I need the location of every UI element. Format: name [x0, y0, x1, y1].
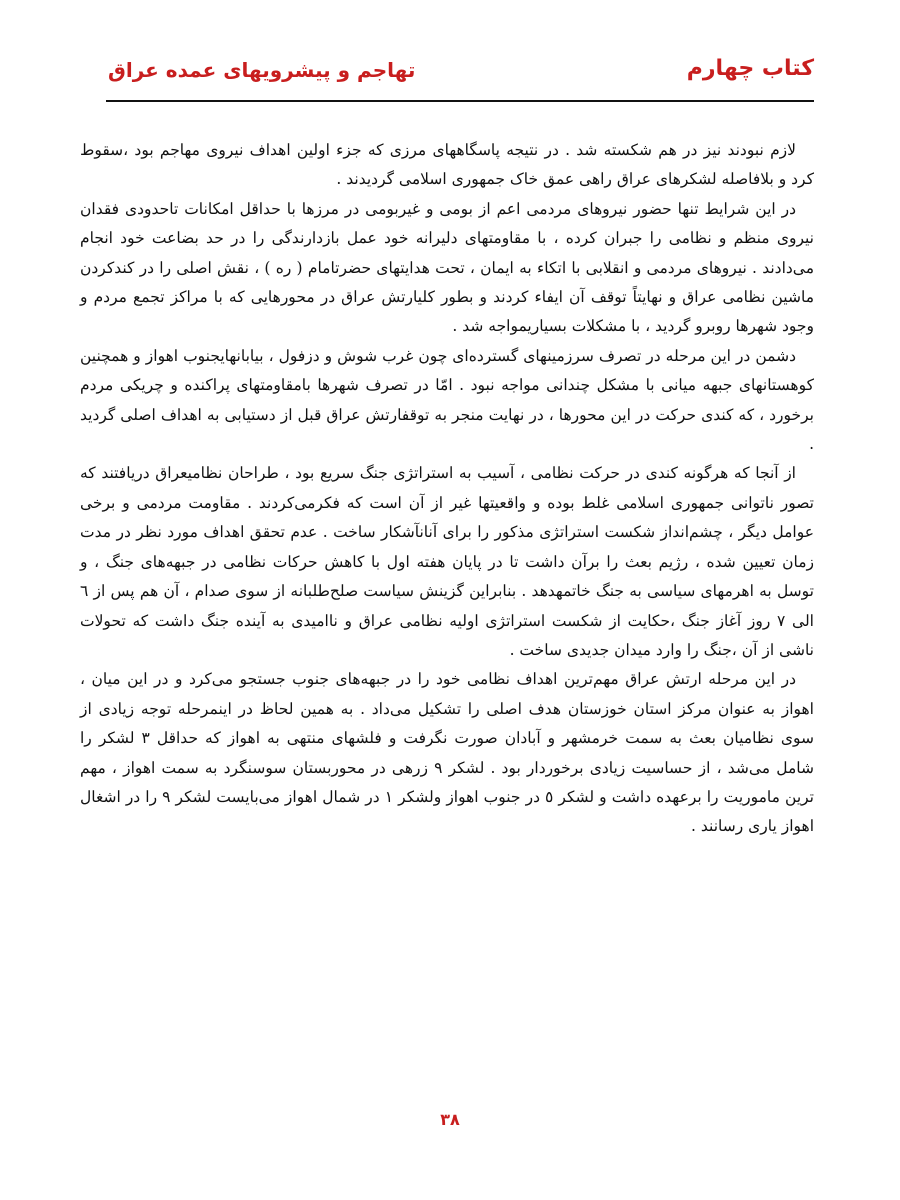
header-divider: [106, 100, 814, 102]
section-title: تهاجم و پیشرویهای عمده عراق: [108, 58, 416, 82]
page-header: [108, 56, 814, 96]
paragraph: لازم نبودند نیز در هم شکسته شد . در نتیجه پاسگاههای مرزی که جزء اولین اهداف نیروی مهاجم بود ،سقوط کرد و بلافاصله لشکرهای عراق راهی عمق خاک جمهوری اسلامی گردیدند .: [80, 141, 814, 189]
body-text: [80, 136, 814, 842]
paragraph: در این مرحله ارتش عراق مهم‌ترین اهداف نظامی خود را در جبهه‌های جنوب جستجو می‌کرد و در این میان ، اهواز به عنوان مرکز استان خوزستان هدف اصلی را تشکیل می‌داد . به همین لحاظ در اینمرحله توجه زیادی از سوی نظامیان بعث به سمت خرمشهر و آبادان صورت نگرفت و فلشهای منتهی به اهواز که حداقل ٣ لشکر را شامل می‌شد ، از حساسیت زیادی برخوردار بود . لشکر ٩ زرهی در محوربستان سوسنگرد به سمت اهواز ، مهم ترین ماموریت را برعهده داشت و لشکر ٥ در جنوب اهواز ولشکر ١ در شمال اهواز می‌بایست لشکر ٩ را در اشغال اهواز یاری رسانند .: [80, 670, 814, 836]
book-title: کتاب چهارم: [686, 56, 814, 81]
page-number: ٣٨: [440, 1110, 460, 1129]
paragraph: در این شرایط تنها حضور نیروهای مردمی اعم از بومی و غیربومی در مرزها با حداقل امکانات تاحدودی فقدان نیروی منظم و نظامی را جبران کرده ، با مقاومتهای دلیرانه خود عمل بازدارندگی را در حد بضاعت خود انجام می‌دادند . نیروهای مردمی و انقلابی با اتکاء به ایمان ، تحت هدایتهای حضرتامام ( ره ) ، نقش اصلی را در کندکردن ماشین نظامی عراق و نهایتاً توقف آن ایفاء کردند و بطور کلیارتش عراق در محورهایی که با مراکز تجمع مردم و وجود شهرها روبرو گردید ، با مشکلات بسیاریمواجه شد .: [80, 199, 814, 336]
paragraph: دشمن در این مرحله در تصرف سرزمینهای گسترده‌ای چون غرب شوش و دزفول ، بیابانهایجنوب اهواز و همچنین کوهستانهای جبهه میانی با مشکل چندانی مواجه نبود . امّا در تصرف شهرها بامقاومتهای پراکنده و چریکی مردم برخورد ، که کندی حرکت در این محورها ، در نهایت منجر به توقفارتش عراق قبل از دستیابی به اهداف اصلی گردید .: [80, 346, 814, 454]
paragraph: از آنجا که هرگونه کندی در حرکت نظامی ، آسیب به استراتژی جنگ سریع بود ، طراحان نظامیعراق دریافتند که تصور ناتوانی جمهوری اسلامی غلط بوده و واقعیتها غیر از آن است که فکرمی‌کردند . مقاومت مردمی و برخی عوامل دیگر ، چشم‌انداز شکست استراتژی مذکور را برای آنانآشکار ساخت . عدم تحقق اهداف مورد نظر در مدت زمان تعیین شده ، رژیم بعث را برآن داشت تا در پایان هفته اول با کاهش حرکات نظامی در جبهه‌های جنگ ، و توسل به اهرمهای سیاسی به جنگ خاتمهدهد . بنابراین گزینش سیاست صلح‌طلبانه از سوی صدام ، آن هم پس از ٦ الی ٧ روز آغاز جنگ ،حکایت از شکست استراتژی اولیه نظامی عراق و ناامیدی به آینده جنگ داشت که تحولات ناشی از آن ،جنگ را وارد میدان جدیدی ساخت .: [80, 464, 814, 659]
